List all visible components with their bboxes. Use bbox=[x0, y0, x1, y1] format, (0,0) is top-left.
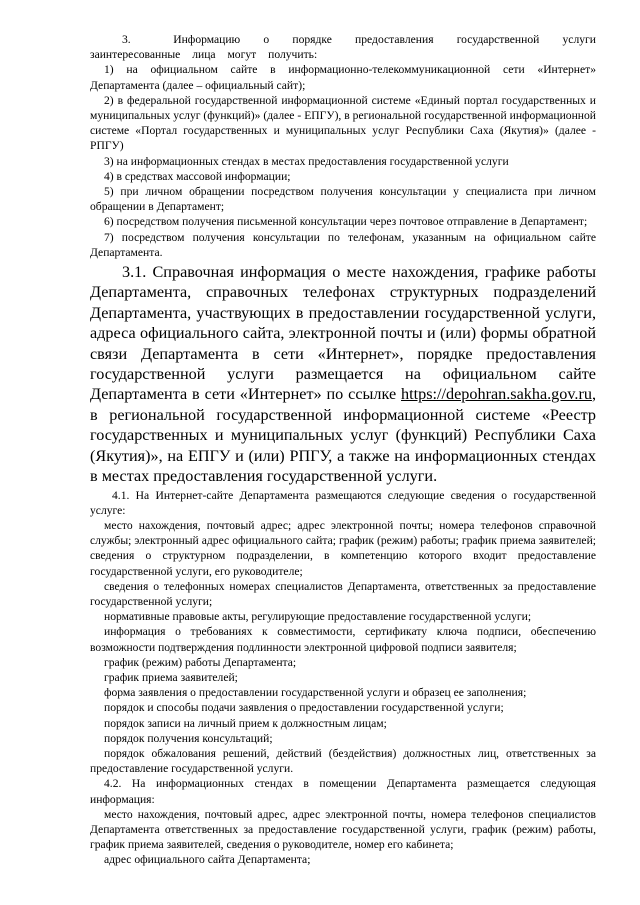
section-4-1-item: место нахождения, почтовый адрес; адрес электронной почты; номера телефонов справочной службы; электронный адрес официального сайта; график (режим) работы; график приема заявителей; сведения о структурном подразделении, в компетенцию которого входит предоставление государственной услуги, его руководителе; bbox=[90, 518, 596, 578]
section-4-1-item: порядок записи на личный прием к должностным лицам; bbox=[104, 716, 387, 730]
intro-paragraph bbox=[90, 32, 596, 62]
document-body bbox=[90, 32, 596, 868]
list-item-3-1: 1) на официальном сайте в информационно-телекоммуникационной сети «Интернет» Департамента (далее – официальный сайт); bbox=[90, 63, 596, 92]
section-3-1-text-before: 3.1. Справочная информация о месте нахождения, графике работы Департамента, справочных телефонах структурных подразделений Департамента, участвующих в предоставлении государственной услуги, адреса официального сайта, электронной почты и (или) формы обратной связи Департамента в сети «Интернет», порядке предоставления государственной услуги размещается на официальном сайте Департамента в сети «Интернет» по ссылке bbox=[90, 263, 596, 404]
section-4-1-item: сведения о телефонных номерах специалистов Департамента, ответственных за предоставление государственной услуги; bbox=[90, 579, 596, 608]
section-4-1-item: порядок получения консультаций; bbox=[104, 731, 273, 745]
section-4-1-item: нормативные правовые акты, регулирующие предоставление государственной услуги; bbox=[104, 610, 532, 624]
section-3-1-text-after: , в региональной государственной информационной системе «Реестр государственных и муниципальных услуг (функций) Республики Саха (Якутия)», на ЕПГУ и (или) РПГУ, а также на информационных стендах в местах предоставления государственной услуги. bbox=[90, 385, 596, 486]
list-item-3-6: 6) посредством получения письменной консультации через почтовое отправление в Департамент; bbox=[104, 215, 588, 229]
section-4-1-item: форма заявления о предоставлении государственной услуги и образец ее заполнения; bbox=[104, 686, 527, 700]
department-website-link[interactable]: https://depohran.sakha.gov.ru bbox=[401, 385, 592, 404]
list-item-3-7: 7) посредством получения консультации по телефонам, указанным на официальном сайте Департамента. bbox=[90, 230, 596, 259]
section-4-1-heading: 4.1. На Интернет-сайте Департамента размещаются следующие сведения о государственной услуге: bbox=[90, 488, 596, 517]
section-4-1-item: информация о требованиях к совместимости, сертификату ключа подписи, обеспечению возможности подтверждения подлинности электронной цифровой подписи заявителя; bbox=[90, 625, 596, 654]
section-4-2-item: адрес официального сайта Департамента; bbox=[104, 853, 311, 867]
section-4-1-item: график (режим) работы Департамента; bbox=[104, 655, 297, 669]
section-4-2-heading: 4.2. На информационных стендах в помещении Департамента размещается следующая информация: bbox=[90, 777, 596, 806]
list-item-3-2: 2) в федеральной государственной информационной системе «Единый портал государственных и муниципальных услуг (функций)» (далее - ЕПГУ), в региональной государственной информационной системе «Портал государственных и муниципальных услуг Республики Саха (Якутия)» (далее - РПГУ) bbox=[90, 93, 596, 153]
section-4-2-item: место нахождения, почтовый адрес, адрес электронной почты, номера телефонов специалистов Департамента ответственных за предоставление государственной услуги, график (режим) работы, график приема заявителей, сведения о руководителе, номер его кабинета; bbox=[90, 807, 596, 852]
list-item-3-3: 3) на информационных стендах в местах предоставления государственной услуги bbox=[104, 154, 509, 168]
intro-text: Информацию о порядке предоставления государственной услуги заинтересованные лица могут получить: bbox=[90, 33, 596, 62]
section-4-1-item: график приема заявителей; bbox=[104, 670, 238, 684]
section-3-1-paragraph bbox=[90, 262, 596, 486]
intro-number: 3. bbox=[122, 33, 131, 46]
list-item-3-5: 5) при личном обращении посредством получения консультации у специалиста при личном обращении в Департамент; bbox=[90, 185, 596, 214]
list-item-3-4: 4) в средствах массовой информации; bbox=[104, 169, 291, 183]
section-4-1-item: порядок обжалования решений, действий (бездействия) должностных лиц, ответственных за предоставление государственной услуги. bbox=[90, 746, 596, 776]
section-4-1-item: порядок и способы подачи заявления о предоставлении государственной услуги; bbox=[104, 701, 504, 715]
